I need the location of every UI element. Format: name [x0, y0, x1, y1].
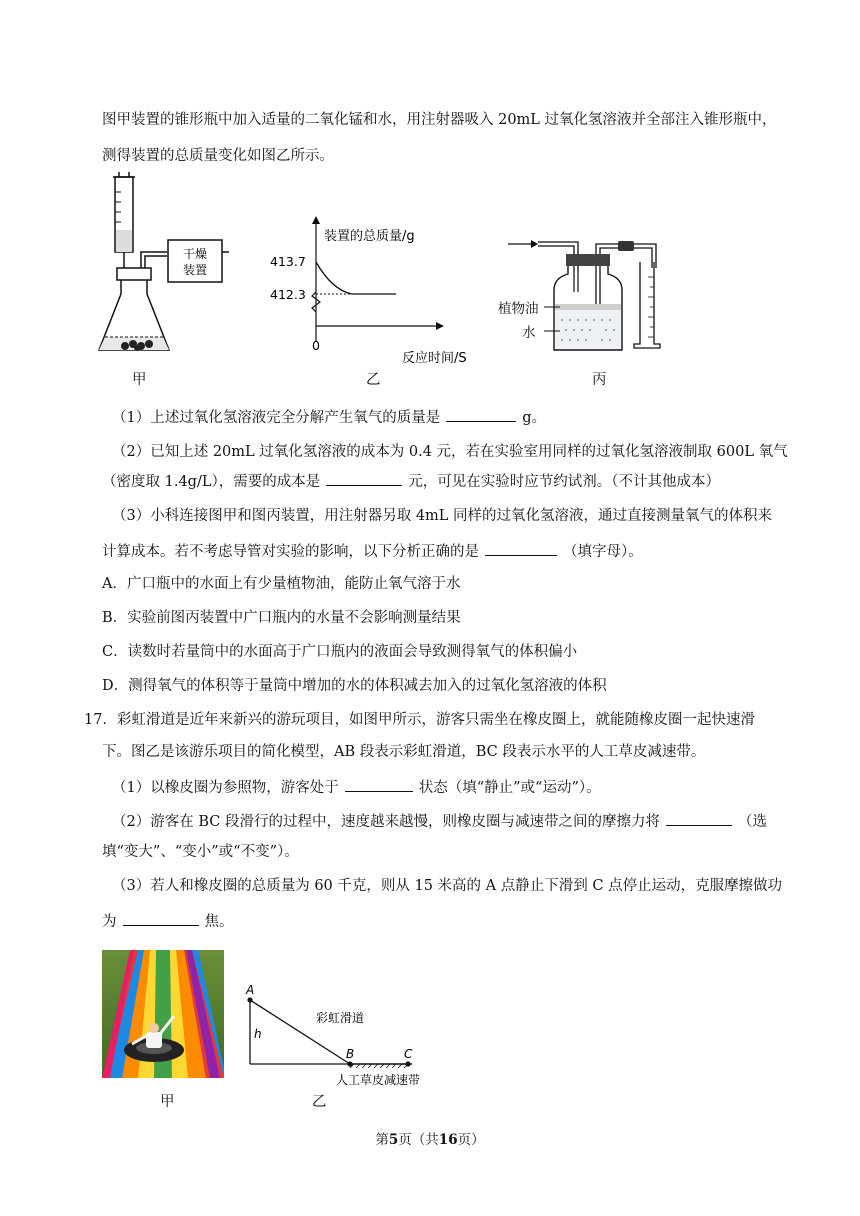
q17-stem-line-1: 17．彩虹滑道是近年来新兴的游玩项目，如图甲所示，游客只需坐在橡皮圈上，就能随橡皮圈一起快速滑 [84, 712, 755, 728]
q17-figure-yi-label: 乙 [312, 1094, 327, 1110]
point-a-marker [247, 997, 252, 1002]
tick-413-7: 413.7 [270, 254, 306, 269]
point-b-label: B [346, 1047, 355, 1061]
q16-option-c: C．读数时若量筒中的水面高于广口瓶内的液面会导致测得氧气的体积偏小 [102, 644, 578, 660]
q16-part-3-line-1: （3）小科连接图甲和图丙装置，用注射器另取 4mL 同样的过氧化氢溶液，通过直接测量氧气的体积来 [112, 508, 773, 524]
oil-label: 植物油 [498, 301, 539, 317]
q17-stem-line-2: 下。图乙是该游乐项目的简化模型，AB 段表示彩虹滑道，BC 段表示水平的人工草皮减速带。 [102, 744, 706, 760]
q16-p2-blank[interactable] [326, 470, 402, 486]
footer-mid: 页（共 [398, 1132, 439, 1148]
q16-p2-text: （密度取 1.4g/L），需要的成本是 [102, 474, 321, 490]
q16-part-1 [112, 406, 546, 428]
q16-p1-blank[interactable] [446, 406, 516, 422]
q17-p1-blank[interactable] [345, 776, 413, 792]
q16-p3-blank[interactable] [485, 540, 557, 556]
figure-jia-label: 甲 [132, 372, 147, 388]
q16-part-2-line-1: （2）已知上述 20mL 过氧化氢溶液的成本为 0.4 元，若在实验室用同样的过氧化氢溶液制取 600L 氧气 [112, 444, 788, 460]
dryer-label-2: 装置 [182, 263, 208, 277]
q16-option-a: A．广口瓶中的水面上有少量植物油，能防止氧气溶于水 [102, 576, 461, 592]
water-label: 水 [522, 325, 536, 341]
q16-p3-tail: （填字母）。 [563, 544, 643, 560]
point-a-label: A [246, 983, 255, 997]
q17-p3-tail: 焦。 [204, 914, 234, 930]
slide-model-diagram [240, 980, 430, 1090]
slide-label: 彩虹滑道 [316, 1011, 365, 1025]
q16-part-3-line-2 [102, 540, 643, 562]
chart-ylabel: 装置的总质量/g [324, 229, 415, 244]
point-b-marker [347, 1061, 352, 1066]
q17-part-3-line-1: （3）若人和橡皮圈的总质量为 60 千克，则从 15 米高的 A 点静止下滑到 C 点停止运动，克服摩擦做功 [112, 878, 783, 894]
point-c-label: C [404, 1047, 413, 1061]
footer-page-number: 5 [388, 1132, 399, 1148]
q16-p1-unit: g。 [522, 410, 547, 426]
q17-part-3-line-2 [102, 910, 234, 932]
q17-p1-tail: 状态（填“静止”或“运动”）。 [418, 780, 601, 796]
q16-part-2-line-2 [102, 470, 720, 492]
figure-yi-label: 乙 [366, 372, 381, 388]
q16-p1-text: （1）上述过氧化氢溶液完全分解产生氧气的质量是 [112, 410, 441, 426]
intro-line-2: 测得装置的总质量变化如图乙所示。 [102, 148, 334, 164]
footer-suffix: 页） [457, 1132, 485, 1148]
q17-p3-text: 为 [102, 914, 117, 930]
footer-prefix: 第 [375, 1132, 389, 1148]
height-label: h [254, 1027, 262, 1041]
q16-p2-tail: 元，可见在实验时应节约试剂。（不计其他成本） [408, 474, 720, 490]
q16-option-d: D．测得氧气的体积等于量筒中增加的水的体积减去加入的过氧化氢溶液的体积 [102, 678, 607, 694]
chart-origin: 0 [312, 338, 320, 353]
q17-p1-text: （1）以橡皮圈为参照物，游客处于 [112, 780, 339, 796]
mass-time-chart [262, 212, 492, 367]
q17-p3-blank[interactable] [123, 910, 199, 926]
q16-p3-text: 计算成本。若不考虑导管对实验的影响，以下分析正确的是 [102, 544, 479, 560]
tick-412-3: 412.3 [270, 287, 306, 302]
q16-option-b: B．实验前图丙装置中广口瓶内的水量不会影响测量结果 [102, 610, 461, 626]
q17-part-1 [112, 776, 601, 798]
footer-total-pages: 16 [438, 1132, 458, 1148]
chart-xlabel: 反应时间/S [402, 351, 467, 366]
mass-curve [316, 262, 352, 294]
q17-p2-blank[interactable] [666, 810, 732, 826]
slide-line [250, 1000, 350, 1064]
apparatus-jia-figure [95, 172, 245, 362]
q17-part-2-line-2: 填“变大”、“变小”或“不变”）。 [102, 844, 299, 860]
q17-part-2-line-1 [112, 810, 767, 832]
point-c-marker [405, 1061, 410, 1066]
intro-line-1: 图甲装置的锥形瓶中加入适量的二氧化锰和水，用注射器吸入 20mL 过氧化氢溶液并全部注入锥形瓶中， [102, 112, 777, 128]
rainbow-slide-photo [102, 950, 224, 1078]
q17-p2-text: （2）游客在 BC 段滑行的过程中，速度越来越慢，则橡皮圈与减速带之间的摩擦力将 [112, 814, 660, 830]
page-footer [0, 1128, 860, 1148]
figure-bing-label: 丙 [592, 372, 607, 388]
belt-label: 人工草皮减速带 [336, 1073, 421, 1087]
q17-figure-jia-label: 甲 [160, 1094, 175, 1110]
dryer-label-1: 干燥 [182, 247, 208, 261]
q17-p2-tail: （选 [737, 814, 767, 830]
